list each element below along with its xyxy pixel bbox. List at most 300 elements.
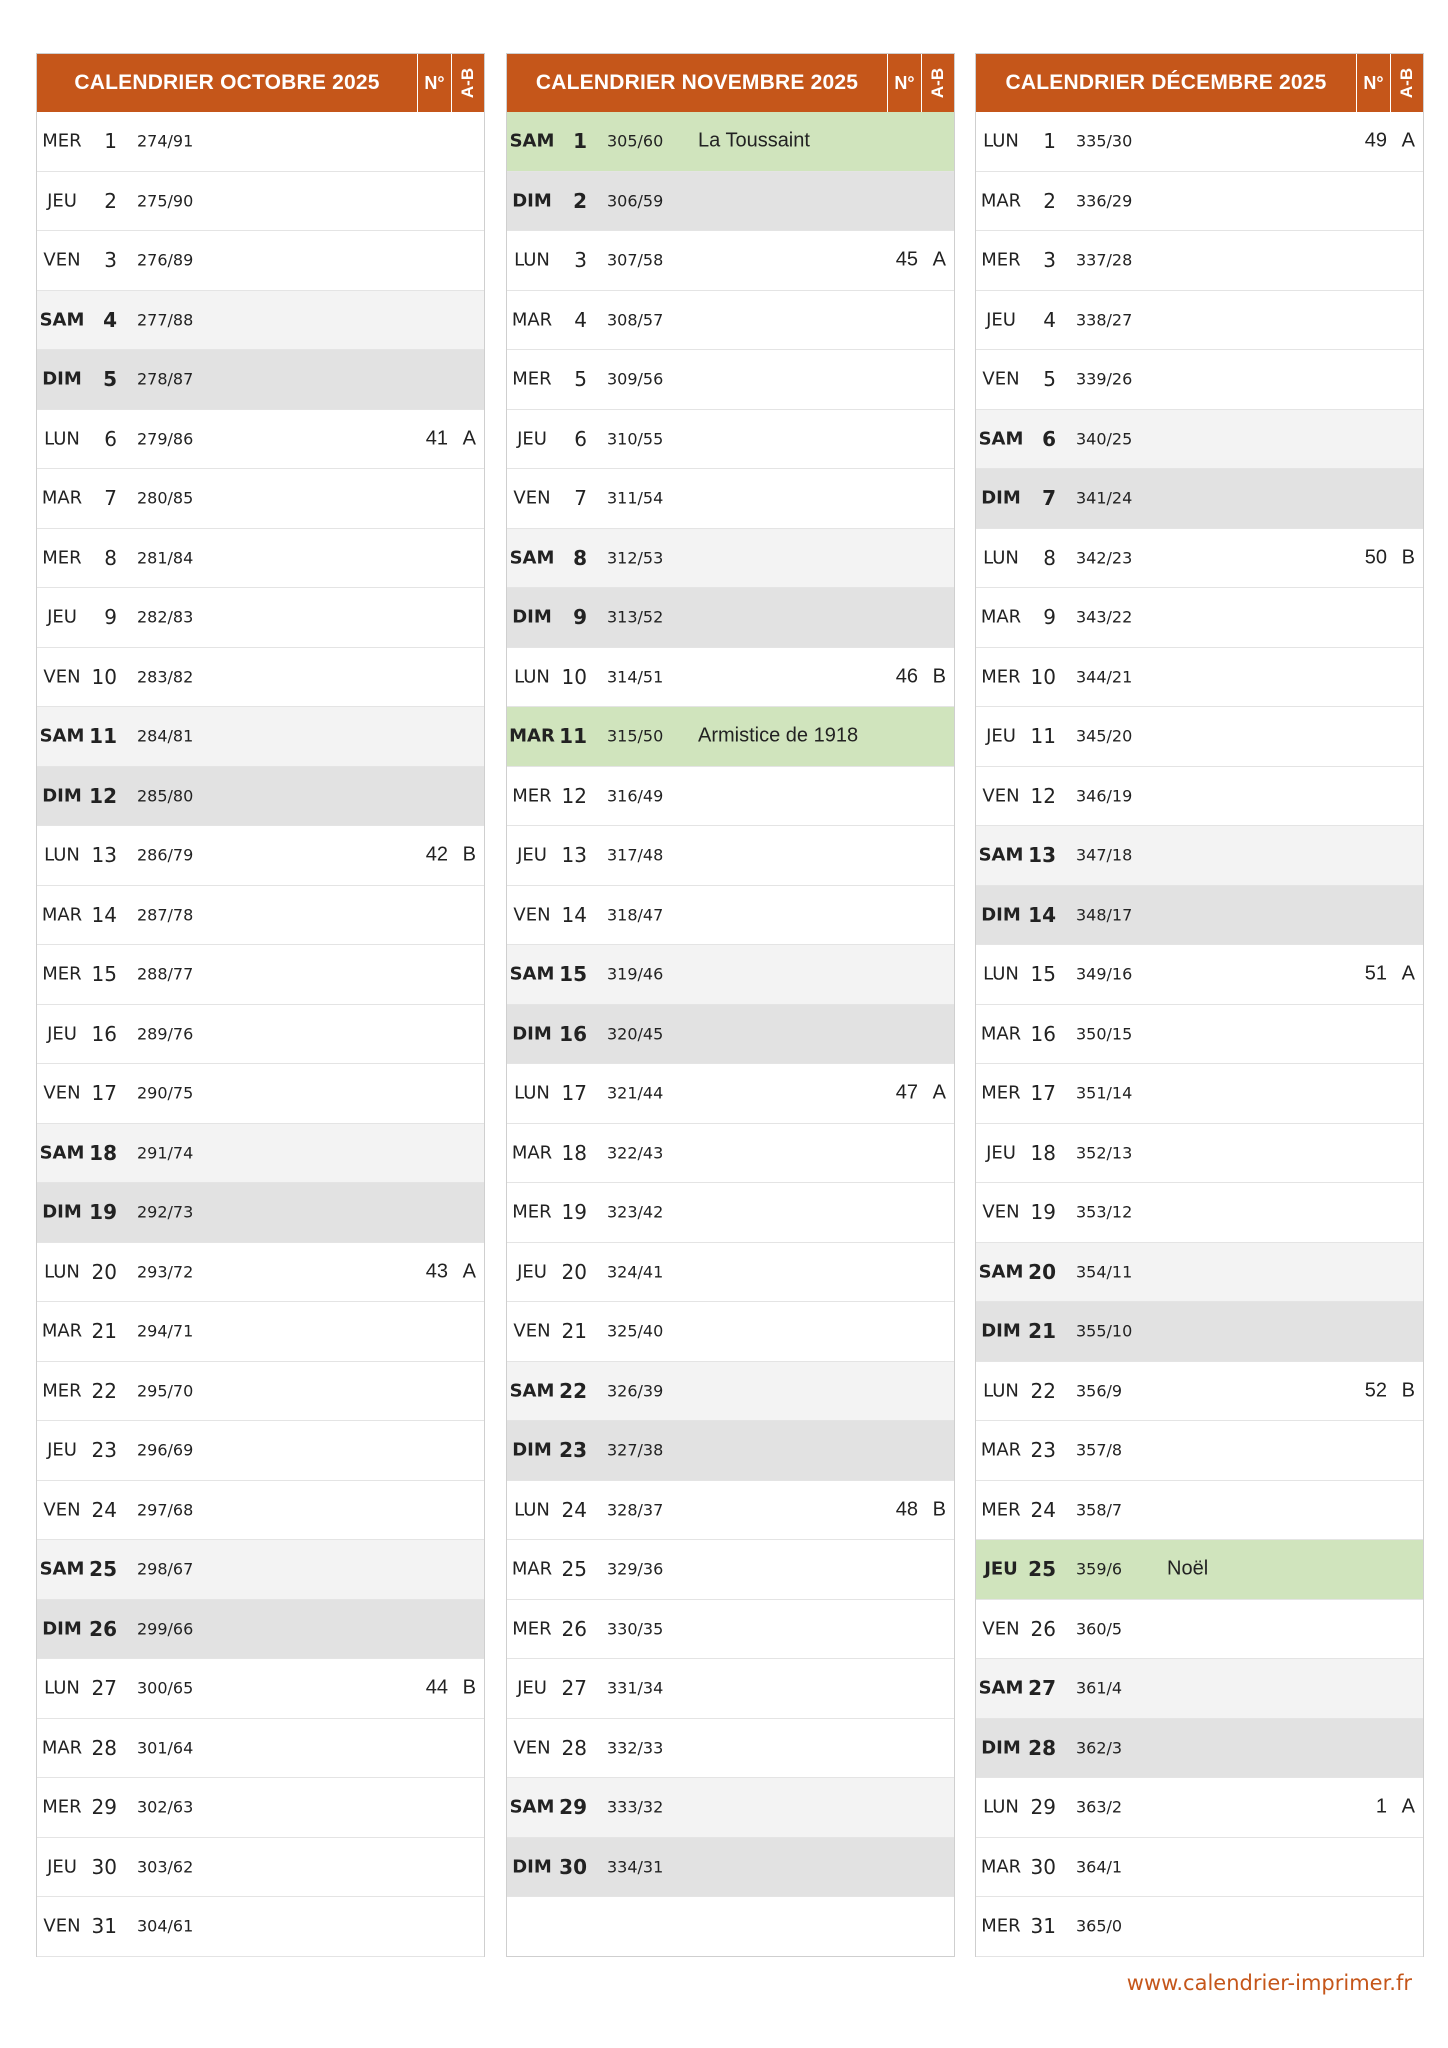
day-of-year: 364/1 bbox=[1076, 1857, 1123, 1877]
day-name: JEU bbox=[47, 1023, 77, 1045]
day-row bbox=[37, 1659, 484, 1719]
ab-zone: A bbox=[462, 427, 476, 450]
day-row bbox=[37, 1362, 484, 1422]
day-of-year: 305/60 bbox=[607, 131, 664, 151]
day-number: 6 bbox=[1042, 426, 1056, 451]
ab-zone: A bbox=[1401, 1795, 1415, 1818]
day-of-year: 331/34 bbox=[607, 1678, 664, 1698]
day-name: MAR bbox=[511, 309, 553, 331]
week-number: 46 bbox=[895, 665, 918, 688]
day-name: JEU bbox=[47, 190, 77, 212]
day-number: 8 bbox=[104, 545, 117, 570]
day-number: 11 bbox=[559, 724, 587, 749]
day-row bbox=[507, 588, 954, 648]
day-number: 6 bbox=[104, 426, 117, 451]
day-row bbox=[976, 1481, 1423, 1541]
day-of-year: 291/74 bbox=[137, 1143, 194, 1163]
ab-zone: A bbox=[462, 1260, 476, 1283]
day-number: 12 bbox=[561, 783, 587, 808]
day-number: 4 bbox=[103, 307, 117, 332]
day-name: LUN bbox=[983, 963, 1019, 985]
day-number: 25 bbox=[1028, 1557, 1056, 1582]
day-name: VEN bbox=[982, 368, 1020, 390]
day-name: MAR bbox=[41, 487, 83, 509]
ab-zone-header bbox=[1390, 54, 1423, 112]
day-row bbox=[507, 1540, 954, 1600]
day-row bbox=[976, 707, 1423, 767]
day-of-year: 284/81 bbox=[137, 726, 194, 746]
day-of-year: 317/48 bbox=[607, 845, 664, 865]
day-number: 24 bbox=[561, 1497, 587, 1522]
week-number: 44 bbox=[425, 1676, 448, 1699]
day-name: SAM bbox=[509, 547, 555, 569]
day-number: 23 bbox=[91, 1438, 117, 1463]
day-number: 22 bbox=[1030, 1378, 1056, 1403]
day-number: 14 bbox=[91, 902, 117, 927]
day-name: JEU bbox=[517, 1677, 547, 1699]
day-number: 28 bbox=[91, 1735, 117, 1760]
day-of-year: 340/25 bbox=[1076, 429, 1133, 449]
day-number: 24 bbox=[1030, 1497, 1056, 1522]
day-name: MAR bbox=[980, 1856, 1022, 1878]
day-of-year: 278/87 bbox=[137, 369, 194, 389]
day-number: 10 bbox=[1030, 664, 1056, 689]
day-row bbox=[507, 1600, 954, 1660]
day-of-year: 293/72 bbox=[137, 1262, 194, 1282]
day-number: 28 bbox=[561, 1735, 587, 1760]
ab-zone-label: A-B bbox=[458, 67, 477, 99]
day-of-year: 292/73 bbox=[137, 1202, 194, 1222]
day-name: VEN bbox=[43, 249, 81, 271]
day-name: LUN bbox=[44, 1677, 80, 1699]
day-of-year: 288/77 bbox=[137, 964, 194, 984]
day-row bbox=[507, 1719, 954, 1779]
month-header bbox=[37, 54, 484, 112]
day-number: 16 bbox=[559, 1021, 587, 1046]
day-number: 13 bbox=[1028, 843, 1056, 868]
day-number: 2 bbox=[1043, 188, 1056, 213]
day-number: 3 bbox=[1043, 248, 1056, 273]
day-name: MER bbox=[42, 1380, 82, 1402]
day-number: 25 bbox=[89, 1557, 117, 1582]
day-of-year: 347/18 bbox=[1076, 845, 1133, 865]
day-row bbox=[37, 648, 484, 708]
day-row bbox=[976, 1659, 1423, 1719]
day-row bbox=[976, 1778, 1423, 1838]
day-name: MAR bbox=[511, 1558, 553, 1580]
day-of-year: 335/30 bbox=[1076, 131, 1133, 151]
day-number: 26 bbox=[561, 1616, 587, 1641]
day-name: MER bbox=[42, 547, 82, 569]
day-name: JEU bbox=[986, 725, 1016, 747]
day-number: 11 bbox=[1030, 724, 1056, 749]
day-number: 27 bbox=[561, 1676, 587, 1701]
footer-url[interactable]: www.calendrier-imprimer.fr bbox=[1126, 1971, 1412, 1995]
day-name: DIM bbox=[512, 1023, 552, 1045]
day-name: MER bbox=[981, 249, 1021, 271]
day-of-year: 329/36 bbox=[607, 1559, 664, 1579]
day-row bbox=[507, 945, 954, 1005]
day-of-year: 355/10 bbox=[1076, 1321, 1133, 1341]
day-row bbox=[507, 1659, 954, 1719]
day-name: VEN bbox=[513, 1737, 551, 1759]
day-row bbox=[507, 172, 954, 232]
ab-zone-header bbox=[451, 54, 484, 112]
day-number: 22 bbox=[91, 1378, 117, 1403]
day-row bbox=[976, 410, 1423, 470]
day-number: 24 bbox=[91, 1497, 117, 1522]
day-name: JEU bbox=[984, 1558, 1018, 1580]
day-name: MAR bbox=[41, 904, 83, 926]
month-october bbox=[36, 53, 485, 1957]
day-number: 9 bbox=[573, 605, 587, 630]
day-number: 5 bbox=[1043, 367, 1056, 392]
day-name: DIM bbox=[42, 368, 82, 390]
day-of-year: 297/68 bbox=[137, 1500, 194, 1520]
day-name: SAM bbox=[978, 1677, 1024, 1699]
day-of-year: 346/19 bbox=[1076, 786, 1133, 806]
day-number: 21 bbox=[561, 1319, 587, 1344]
day-name: JEU bbox=[517, 1261, 547, 1283]
day-number: 2 bbox=[573, 188, 587, 213]
day-name: MER bbox=[981, 1082, 1021, 1104]
day-of-year: 301/64 bbox=[137, 1738, 194, 1758]
day-number: 28 bbox=[1028, 1735, 1056, 1760]
ab-zone: B bbox=[932, 1498, 946, 1521]
day-of-year: 341/24 bbox=[1076, 488, 1133, 508]
day-row bbox=[976, 112, 1423, 172]
day-row bbox=[507, 529, 954, 589]
day-number: 25 bbox=[561, 1557, 587, 1582]
day-number: 26 bbox=[1030, 1616, 1056, 1641]
day-row bbox=[37, 350, 484, 410]
day-name: DIM bbox=[981, 487, 1021, 509]
day-row bbox=[37, 1421, 484, 1481]
day-name: LUN bbox=[983, 1796, 1019, 1818]
day-number: 1 bbox=[104, 129, 117, 154]
ab-zone-label: A-B bbox=[1397, 67, 1416, 99]
day-row bbox=[976, 648, 1423, 708]
day-of-year: 295/70 bbox=[137, 1381, 194, 1401]
day-of-year: 313/52 bbox=[607, 607, 664, 627]
day-of-year: 330/35 bbox=[607, 1619, 664, 1639]
week-number-header: N° bbox=[887, 54, 921, 112]
day-of-year: 274/91 bbox=[137, 131, 194, 151]
day-of-year: 319/46 bbox=[607, 964, 664, 984]
day-row bbox=[976, 1362, 1423, 1422]
day-name: MAR bbox=[511, 1142, 553, 1164]
day-number: 19 bbox=[89, 1200, 117, 1225]
day-row bbox=[976, 588, 1423, 648]
day-name: JEU bbox=[47, 1439, 77, 1461]
day-number: 1 bbox=[573, 129, 587, 154]
day-of-year: 310/55 bbox=[607, 429, 664, 449]
day-row bbox=[37, 767, 484, 827]
day-name: LUN bbox=[514, 1499, 550, 1521]
day-row bbox=[507, 1481, 954, 1541]
day-of-year: 365/0 bbox=[1076, 1916, 1123, 1936]
ab-zone: A bbox=[1401, 129, 1415, 152]
day-number: 26 bbox=[89, 1616, 117, 1641]
day-name: SAM bbox=[978, 844, 1024, 866]
day-name: SAM bbox=[509, 1796, 555, 1818]
week-number: 45 bbox=[895, 248, 918, 271]
day-number: 21 bbox=[91, 1319, 117, 1344]
day-row bbox=[37, 291, 484, 351]
day-number: 10 bbox=[91, 664, 117, 689]
day-row bbox=[507, 648, 954, 708]
day-number: 16 bbox=[91, 1021, 117, 1046]
day-row bbox=[976, 1302, 1423, 1362]
day-name: JEU bbox=[517, 844, 547, 866]
day-row bbox=[37, 826, 484, 886]
day-of-year: 334/31 bbox=[607, 1857, 664, 1877]
week-number: 1 bbox=[1375, 1795, 1387, 1818]
day-name: MAR bbox=[509, 725, 555, 747]
day-row bbox=[37, 1778, 484, 1838]
ab-zone: B bbox=[932, 665, 946, 688]
day-name: SAM bbox=[978, 1261, 1024, 1283]
day-name: MER bbox=[512, 785, 552, 807]
day-of-year: 324/41 bbox=[607, 1262, 664, 1282]
day-number: 20 bbox=[561, 1259, 587, 1284]
day-number: 17 bbox=[561, 1081, 587, 1106]
day-number: 9 bbox=[104, 605, 117, 630]
day-name: JEU bbox=[47, 1856, 77, 1878]
day-row bbox=[507, 1064, 954, 1124]
day-row bbox=[976, 1064, 1423, 1124]
day-name: MER bbox=[512, 368, 552, 390]
day-of-year: 309/56 bbox=[607, 369, 664, 389]
day-number: 30 bbox=[91, 1854, 117, 1879]
day-name: LUN bbox=[983, 1380, 1019, 1402]
day-row bbox=[37, 469, 484, 529]
day-of-year: 285/80 bbox=[137, 786, 194, 806]
day-number: 30 bbox=[559, 1854, 587, 1879]
day-row bbox=[37, 1005, 484, 1065]
ab-zone: B bbox=[462, 1676, 476, 1699]
day-of-year: 315/50 bbox=[607, 726, 664, 746]
day-of-year: 351/14 bbox=[1076, 1083, 1133, 1103]
day-row bbox=[37, 1719, 484, 1779]
day-name: VEN bbox=[982, 1201, 1020, 1223]
month-header bbox=[976, 54, 1423, 112]
day-of-year: 337/28 bbox=[1076, 250, 1133, 270]
day-of-year: 289/76 bbox=[137, 1024, 194, 1044]
day-number: 15 bbox=[559, 962, 587, 987]
day-row bbox=[976, 1124, 1423, 1184]
day-row bbox=[507, 1421, 954, 1481]
day-row bbox=[976, 1838, 1423, 1898]
day-row bbox=[507, 1124, 954, 1184]
day-name: SAM bbox=[978, 428, 1024, 450]
day-row bbox=[507, 350, 954, 410]
day-of-year: 296/69 bbox=[137, 1440, 194, 1460]
day-row bbox=[37, 1064, 484, 1124]
day-name: LUN bbox=[514, 1082, 550, 1104]
day-row bbox=[976, 1719, 1423, 1779]
week-number: 52 bbox=[1364, 1379, 1387, 1402]
week-number: 41 bbox=[425, 427, 448, 450]
day-row bbox=[976, 172, 1423, 232]
day-row bbox=[37, 1243, 484, 1303]
day-name: DIM bbox=[42, 1201, 82, 1223]
day-name: DIM bbox=[512, 606, 552, 628]
day-of-year: 339/26 bbox=[1076, 369, 1133, 389]
day-name: LUN bbox=[514, 666, 550, 688]
day-number: 12 bbox=[89, 783, 117, 808]
holiday-label: La Toussaint bbox=[698, 129, 810, 152]
month-december bbox=[975, 53, 1424, 1957]
week-number: 47 bbox=[895, 1081, 918, 1104]
day-name: LUN bbox=[983, 130, 1019, 152]
day-of-year: 298/67 bbox=[137, 1559, 194, 1579]
day-number: 3 bbox=[574, 248, 587, 273]
day-row bbox=[507, 1243, 954, 1303]
day-name: SAM bbox=[509, 1380, 555, 1402]
day-of-year: 338/27 bbox=[1076, 310, 1133, 330]
day-row bbox=[976, 886, 1423, 946]
day-of-year: 303/62 bbox=[137, 1857, 194, 1877]
day-of-year: 358/7 bbox=[1076, 1500, 1123, 1520]
day-of-year: 357/8 bbox=[1076, 1440, 1123, 1460]
day-of-year: 349/16 bbox=[1076, 964, 1133, 984]
day-number: 27 bbox=[91, 1676, 117, 1701]
day-name: DIM bbox=[42, 785, 82, 807]
day-of-year: 280/85 bbox=[137, 488, 194, 508]
day-of-year: 281/84 bbox=[137, 548, 194, 568]
day-of-year: 322/43 bbox=[607, 1143, 664, 1163]
day-number: 7 bbox=[104, 486, 117, 511]
day-row bbox=[976, 291, 1423, 351]
day-number: 7 bbox=[1042, 486, 1056, 511]
day-row bbox=[37, 1302, 484, 1362]
day-number: 15 bbox=[91, 962, 117, 987]
month-title: CALENDRIER DÉCEMBRE 2025 bbox=[1005, 71, 1327, 94]
day-name: JEU bbox=[517, 428, 547, 450]
day-of-year: 360/5 bbox=[1076, 1619, 1123, 1639]
day-of-year: 321/44 bbox=[607, 1083, 664, 1103]
day-name: JEU bbox=[986, 1142, 1016, 1164]
day-of-year: 353/12 bbox=[1076, 1202, 1133, 1222]
week-number-header: N° bbox=[1356, 54, 1390, 112]
day-name: SAM bbox=[39, 725, 85, 747]
day-name: DIM bbox=[512, 1439, 552, 1461]
day-of-year: 336/29 bbox=[1076, 191, 1133, 211]
day-of-year: 325/40 bbox=[607, 1321, 664, 1341]
day-name: MAR bbox=[980, 1439, 1022, 1461]
day-name: SAM bbox=[39, 1558, 85, 1580]
week-number: 43 bbox=[425, 1260, 448, 1283]
day-of-year: 350/15 bbox=[1076, 1024, 1133, 1044]
day-name: MER bbox=[42, 963, 82, 985]
day-row bbox=[37, 1838, 484, 1898]
week-number-header: N° bbox=[417, 54, 451, 112]
day-row bbox=[37, 231, 484, 291]
day-row bbox=[507, 112, 954, 172]
holiday-label: Noël bbox=[1167, 1557, 1209, 1580]
day-row bbox=[976, 1243, 1423, 1303]
day-name: MER bbox=[981, 1499, 1021, 1521]
day-name: SAM bbox=[509, 130, 555, 152]
day-of-year: 300/65 bbox=[137, 1678, 194, 1698]
day-of-year: 290/75 bbox=[137, 1083, 194, 1103]
day-row bbox=[507, 410, 954, 470]
day-row bbox=[37, 172, 484, 232]
day-name: MAR bbox=[41, 1737, 83, 1759]
day-name: SAM bbox=[509, 963, 555, 985]
day-of-year: 356/9 bbox=[1076, 1381, 1123, 1401]
day-name: VEN bbox=[513, 904, 551, 926]
day-name: MER bbox=[981, 666, 1021, 688]
week-number: 50 bbox=[1364, 546, 1387, 569]
ab-zone: B bbox=[462, 843, 476, 866]
day-row bbox=[976, 1421, 1423, 1481]
day-name: VEN bbox=[43, 666, 81, 688]
day-row bbox=[37, 588, 484, 648]
day-name: SAM bbox=[39, 1142, 85, 1164]
day-name: DIM bbox=[42, 1618, 82, 1640]
day-of-year: 302/63 bbox=[137, 1797, 194, 1817]
day-number: 11 bbox=[89, 724, 117, 749]
day-row bbox=[37, 1124, 484, 1184]
day-of-year: 362/3 bbox=[1076, 1738, 1123, 1758]
day-row bbox=[37, 112, 484, 172]
day-name: VEN bbox=[43, 1082, 81, 1104]
day-name: DIM bbox=[981, 1737, 1021, 1759]
day-number: 8 bbox=[1043, 545, 1056, 570]
day-of-year: 342/23 bbox=[1076, 548, 1133, 568]
day-number: 27 bbox=[1028, 1676, 1056, 1701]
day-of-year: 279/86 bbox=[137, 429, 194, 449]
day-number: 23 bbox=[1030, 1438, 1056, 1463]
day-name: SAM bbox=[39, 309, 85, 331]
day-number: 5 bbox=[574, 367, 587, 392]
day-row bbox=[976, 469, 1423, 529]
day-row bbox=[37, 1600, 484, 1660]
day-name: MER bbox=[981, 1915, 1021, 1937]
day-number: 29 bbox=[559, 1795, 587, 1820]
day-of-year: 277/88 bbox=[137, 310, 194, 330]
month-title: CALENDRIER NOVEMBRE 2025 bbox=[535, 71, 859, 94]
day-of-year: 363/2 bbox=[1076, 1797, 1123, 1817]
day-row bbox=[507, 1005, 954, 1065]
day-number: 1 bbox=[1043, 129, 1056, 154]
day-of-year: 299/66 bbox=[137, 1619, 194, 1639]
day-name: DIM bbox=[512, 190, 552, 212]
day-row bbox=[976, 945, 1423, 1005]
day-name: LUN bbox=[514, 249, 550, 271]
day-name: DIM bbox=[981, 1320, 1021, 1342]
day-number: 31 bbox=[1030, 1914, 1056, 1939]
day-name: DIM bbox=[512, 1856, 552, 1878]
day-of-year: 343/22 bbox=[1076, 607, 1133, 627]
day-number: 13 bbox=[561, 843, 587, 868]
day-of-year: 333/32 bbox=[607, 1797, 664, 1817]
day-of-year: 328/37 bbox=[607, 1500, 664, 1520]
month-title: CALENDRIER OCTOBRE 2025 bbox=[74, 71, 380, 94]
day-name: MER bbox=[42, 130, 82, 152]
day-number: 21 bbox=[1028, 1319, 1056, 1344]
day-of-year: 283/82 bbox=[137, 667, 194, 687]
day-number: 16 bbox=[1030, 1021, 1056, 1046]
day-row bbox=[976, 350, 1423, 410]
day-of-year: 320/45 bbox=[607, 1024, 664, 1044]
day-of-year: 286/79 bbox=[137, 845, 194, 865]
day-row bbox=[507, 1362, 954, 1422]
day-name: VEN bbox=[982, 1618, 1020, 1640]
day-row bbox=[976, 1183, 1423, 1243]
